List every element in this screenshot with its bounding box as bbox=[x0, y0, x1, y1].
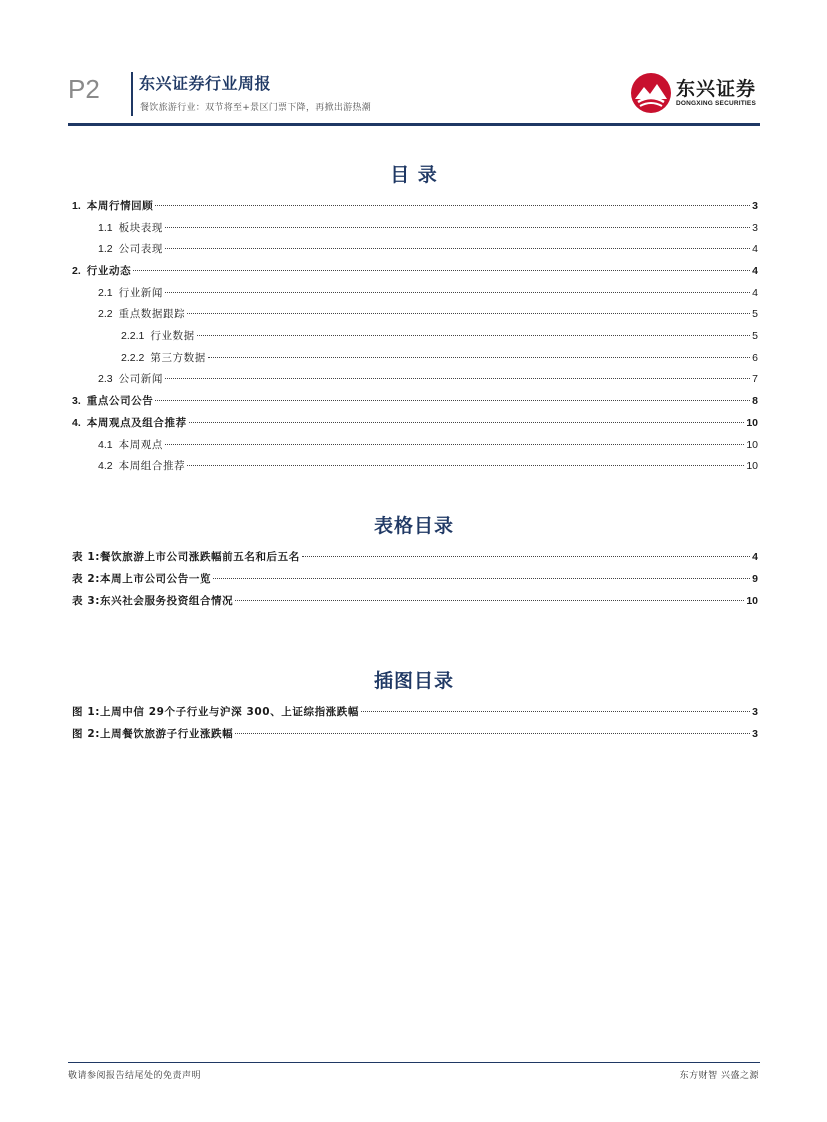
figure-toc-page: 3 bbox=[752, 706, 758, 718]
toc-leader bbox=[165, 378, 750, 379]
table-toc-label: 表 2:本周上市公司公告一览 bbox=[72, 573, 212, 585]
toc-entry[interactable] bbox=[98, 241, 758, 257]
toc-leader bbox=[165, 292, 750, 293]
logo-text-cn: 东兴证券 bbox=[676, 78, 757, 100]
table-toc-entry[interactable] bbox=[72, 549, 758, 565]
toc-entry-page: 4 bbox=[752, 265, 758, 277]
toc-entry[interactable] bbox=[72, 393, 758, 409]
toc-title: 目 录 bbox=[390, 164, 438, 186]
figure-toc-entry[interactable] bbox=[72, 726, 758, 742]
table-toc-page: 10 bbox=[746, 595, 758, 607]
toc-entry-page: 3 bbox=[752, 222, 758, 234]
toc-entry-number: 4.2 bbox=[98, 460, 113, 472]
header-rule bbox=[68, 123, 760, 126]
figure-toc-entry[interactable] bbox=[72, 704, 758, 720]
toc-entry-label: 本周观点及组合推荐 bbox=[86, 417, 187, 429]
table-toc-entry[interactable] bbox=[72, 593, 758, 609]
footer-slogan: 东方财智 兴盛之源 bbox=[679, 1071, 759, 1081]
toc-leader bbox=[208, 357, 750, 358]
figure-toc-page: 3 bbox=[752, 728, 758, 740]
toc-entry-number: 1. bbox=[72, 200, 81, 212]
toc-entry[interactable] bbox=[72, 198, 758, 214]
toc-entry-label: 本周组合推荐 bbox=[118, 460, 186, 472]
toc-entry-label: 行业数据 bbox=[150, 330, 195, 342]
toc-entry[interactable] bbox=[121, 350, 758, 366]
toc-entry-label: 重点数据跟踪 bbox=[118, 308, 186, 320]
table-toc-page: 9 bbox=[752, 573, 758, 585]
toc-entry-page: 10 bbox=[746, 460, 758, 472]
toc-entry-page: 7 bbox=[752, 373, 758, 385]
footer-disclaimer: 敬请参阅报告结尾处的免责声明 bbox=[68, 1071, 202, 1081]
tables-toc-title: 表格目录 bbox=[373, 515, 454, 537]
toc-leader bbox=[197, 335, 750, 336]
toc-leader bbox=[213, 578, 750, 579]
toc-entry-number: 4. bbox=[72, 417, 81, 429]
toc-entry-page: 3 bbox=[752, 200, 758, 212]
toc-leader bbox=[189, 422, 745, 423]
toc-leader bbox=[165, 227, 750, 228]
table-toc-label: 表 1:餐饮旅游上市公司涨跌幅前五名和后五名 bbox=[72, 551, 300, 563]
toc-entry-label: 公司表现 bbox=[118, 243, 164, 255]
table-toc-page: 4 bbox=[752, 551, 758, 563]
toc-entry-number: 1.1 bbox=[98, 222, 113, 234]
header-divider bbox=[131, 72, 133, 116]
toc-leader bbox=[133, 270, 750, 271]
toc-entry-number: 2.2.1 bbox=[121, 330, 145, 342]
toc-entry-label: 行业新闻 bbox=[118, 287, 164, 299]
report-title: 东兴证券行业周报 bbox=[139, 74, 272, 93]
toc-leader bbox=[165, 248, 750, 249]
toc-leader bbox=[302, 556, 750, 557]
toc-entry-label: 本周行情回顾 bbox=[86, 200, 154, 212]
toc-entry[interactable] bbox=[98, 437, 758, 453]
toc-entry-number: 2.2 bbox=[98, 308, 113, 320]
toc-entry-number: 2. bbox=[72, 265, 81, 277]
toc-entry-page: 5 bbox=[752, 330, 758, 342]
footer-rule bbox=[68, 1062, 760, 1063]
toc-entry-number: 3. bbox=[72, 395, 81, 407]
figure-toc-label: 图 1:上周中信 29个子行业与沪深 300、上证综指涨跌幅 bbox=[72, 706, 359, 718]
toc-entry[interactable] bbox=[72, 415, 758, 431]
toc-entry-label: 行业动态 bbox=[86, 265, 132, 277]
toc-entry[interactable] bbox=[98, 285, 758, 301]
toc-entry-label: 本周观点 bbox=[118, 439, 164, 451]
toc-leader bbox=[155, 205, 750, 206]
report-subtitle: 餐饮旅游行业：双节将至+景区门票下降，再掀出游热潮 bbox=[140, 103, 372, 113]
toc-entry[interactable] bbox=[98, 220, 758, 236]
toc-leader bbox=[155, 400, 750, 401]
toc-leader bbox=[165, 444, 744, 445]
toc-entry-page: 8 bbox=[752, 395, 758, 407]
toc-entry-number: 2.2.2 bbox=[121, 352, 145, 364]
table-toc-label: 表 3:东兴社会服务投资组合情况 bbox=[72, 595, 234, 607]
toc-leader bbox=[187, 313, 750, 314]
page-number: P2 bbox=[68, 74, 100, 104]
toc-entry[interactable] bbox=[72, 263, 758, 279]
toc-entry-page: 10 bbox=[746, 439, 758, 451]
toc-entry-label: 公司新闻 bbox=[118, 373, 164, 385]
toc-entry-number: 4.1 bbox=[98, 439, 113, 451]
logo-text-en: DONGXING SECURITIES bbox=[676, 100, 757, 107]
toc-entry-number: 1.2 bbox=[98, 243, 113, 255]
toc-entry-number: 2.1 bbox=[98, 287, 113, 299]
toc-leader bbox=[187, 465, 744, 466]
toc-leader bbox=[235, 600, 744, 601]
toc-leader bbox=[361, 711, 750, 712]
table-toc-entry[interactable] bbox=[72, 571, 758, 587]
toc-entry[interactable] bbox=[98, 458, 758, 474]
figures-toc-title: 插图目录 bbox=[373, 670, 454, 692]
toc-entry[interactable] bbox=[98, 306, 758, 322]
toc-entry-page: 4 bbox=[752, 287, 758, 299]
toc-entry-page: 5 bbox=[752, 308, 758, 320]
toc-leader bbox=[235, 733, 750, 734]
toc-entry-page: 4 bbox=[752, 243, 758, 255]
toc-entry-page: 6 bbox=[752, 352, 758, 364]
toc-entry[interactable] bbox=[98, 371, 758, 387]
figure-toc-label: 图 2:上周餐饮旅游子行业涨跌幅 bbox=[72, 728, 234, 740]
toc-entry-number: 2.3 bbox=[98, 373, 113, 385]
toc-entry-page: 10 bbox=[746, 417, 758, 429]
toc-entry-label: 重点公司公告 bbox=[86, 395, 154, 407]
toc-entry[interactable] bbox=[121, 328, 758, 344]
toc-entry-label: 第三方数据 bbox=[150, 352, 206, 364]
toc-entry-label: 板块表现 bbox=[118, 222, 164, 234]
